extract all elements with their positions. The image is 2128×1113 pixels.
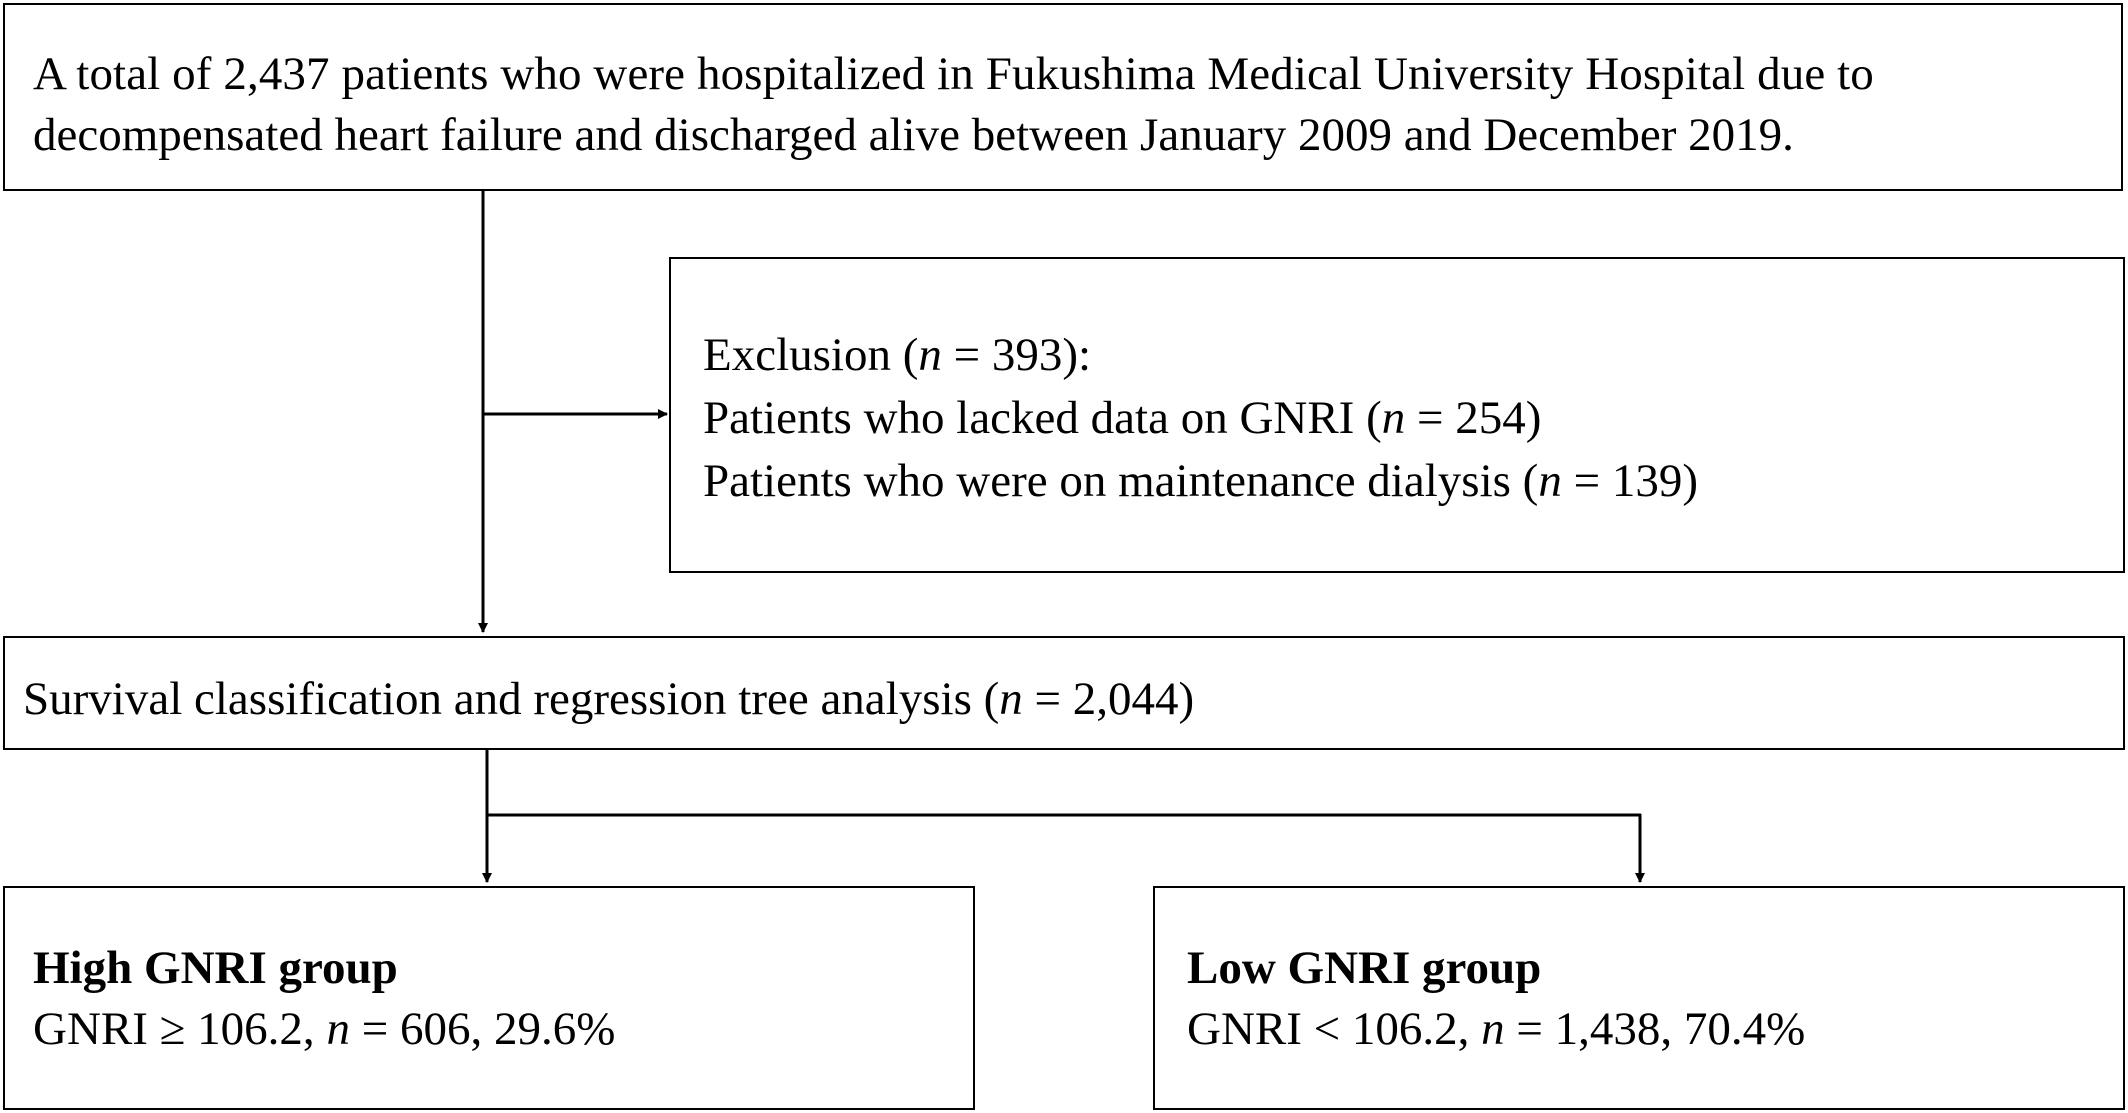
exclusion-title: Exclusion (n = 393):	[703, 329, 1092, 381]
analysis-text: Survival classification and regression tree analysis (n = 2,044)	[23, 673, 1195, 725]
low-group-detail: GNRI < 106.2, n = 1,438, 70.4%	[1187, 1003, 1806, 1055]
low-gnri-group-box	[1153, 886, 2125, 1110]
exclusion-item-dialysis: Patients who were on maintenance dialysis (n = 139)	[703, 455, 1699, 507]
population-line-1: A total of 2,437 patients who were hospitalized in Fukushima Medical University Hospital due to	[33, 48, 1874, 100]
top-population-box	[3, 3, 2123, 191]
exclusion-box	[669, 257, 2125, 573]
high-gnri-group-box	[3, 886, 975, 1110]
population-line-2: decompensated heart failure and discharged alive between January 2009 and December 2019.	[33, 109, 1794, 161]
high-group-title: High GNRI group	[33, 942, 398, 994]
low-group-title: Low GNRI group	[1187, 942, 1542, 994]
high-group-detail: GNRI ≥ 106.2, n = 606, 29.6%	[33, 1003, 616, 1055]
exclusion-item-gnri: Patients who lacked data on GNRI (n = 254)	[703, 392, 1542, 444]
analysis-box	[3, 636, 2125, 750]
